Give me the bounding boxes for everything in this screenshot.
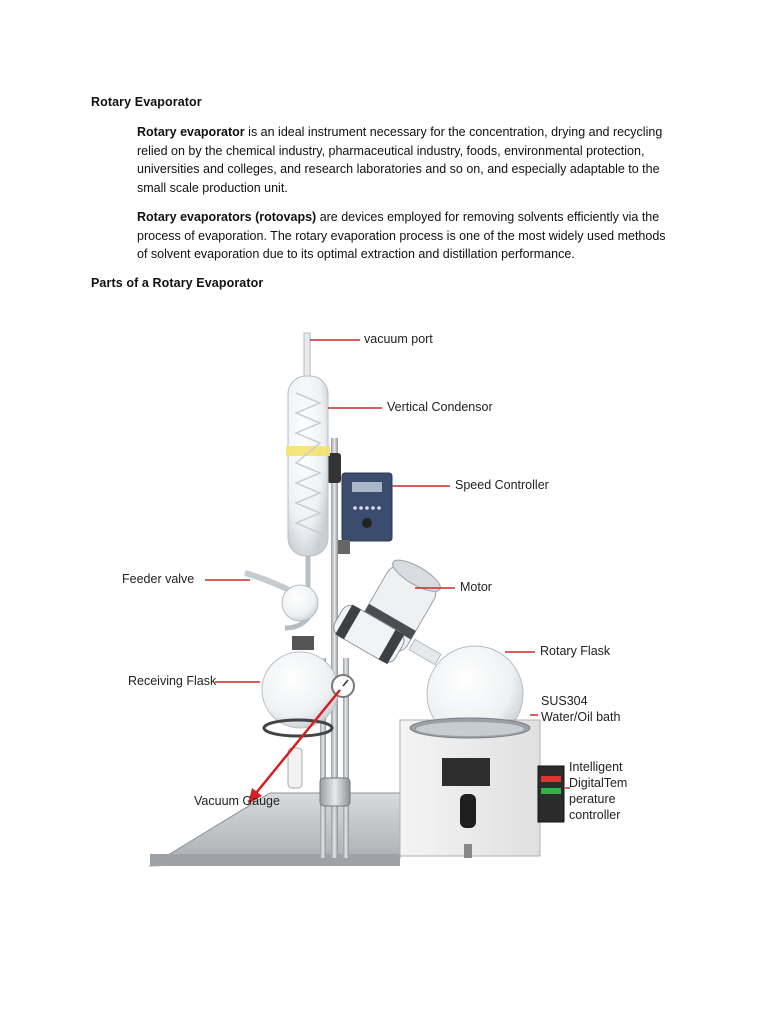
rotovap-paragraph-term: Rotary evaporators (rotovaps) <box>137 210 317 224</box>
label-motor: Motor <box>460 580 492 594</box>
temperature-display-green <box>541 788 561 794</box>
label-temp-line3: perature <box>569 792 616 806</box>
rotovap-paragraph-text: are devices employed for removing solvents efficiently via the process of evaporation. The rotary evaporation process is one of the most widely used methods of solvent evaporation due to its optimal extraction and distillation performance. <box>137 210 666 261</box>
rotary-evaporator-figure <box>110 318 670 878</box>
speed-controller-mount <box>338 540 350 554</box>
drain-tube <box>288 748 302 788</box>
speed-controller-knob <box>362 518 372 528</box>
label-feeder-valve: Feeder valve <box>122 572 195 586</box>
bath-liquid <box>416 722 524 736</box>
temperature-display-red <box>541 776 561 782</box>
speed-controller-display <box>352 482 382 492</box>
condenser-band <box>286 446 330 456</box>
intro-paragraph-text: is an ideal instrument necessary for the concentration, drying and recycling relied on by the chemical industry, pharmaceutical industry, foods, environmental protection, universities and colleges, and research laboratories and so on, and especially adaptable to the small scale production unit. <box>137 125 663 195</box>
label-temp-line4: controller <box>569 808 621 822</box>
label-bath-line2: Water/Oil bath <box>541 710 621 724</box>
label-vacuum-port: vacuum port <box>364 332 433 346</box>
label-temp-line2: DigitalTem <box>569 776 628 790</box>
label-receiving-flask: Receiving Flask <box>128 674 217 688</box>
label-speed-controller: Speed Controller <box>455 478 549 492</box>
vertical-condenser <box>288 376 328 556</box>
label-vertical-condensor: Vertical Condensor <box>387 400 493 414</box>
bath-handle <box>460 794 476 828</box>
base-plate-edge <box>150 854 400 866</box>
label-temp-line1: Intelligent <box>569 760 623 774</box>
page-title: Rotary Evaporator <box>91 95 202 109</box>
rotovap-paragraph <box>137 208 677 264</box>
intro-paragraph-term: Rotary evaporator <box>137 125 245 139</box>
rotary-flask-neck <box>409 639 441 664</box>
feeder-valve-bulb <box>282 585 318 621</box>
section-heading: Parts of a Rotary Evaporator <box>91 276 264 290</box>
bath-nameplate <box>442 758 490 786</box>
label-vacuum-gauge: Vacuum Gauge <box>194 794 280 808</box>
bath-drain <box>464 844 472 858</box>
label-rotary-flask: Rotary Flask <box>540 644 611 658</box>
intro-paragraph <box>137 123 677 197</box>
receiving-flask-clamp <box>292 636 314 650</box>
vacuum-port-tube <box>304 333 310 378</box>
label-bath-line1: SUS304 <box>541 694 588 708</box>
rod-clamp-lower <box>320 778 350 806</box>
receiving-flask <box>262 652 338 728</box>
rod-clamp <box>327 453 341 483</box>
bath-body <box>400 720 540 856</box>
